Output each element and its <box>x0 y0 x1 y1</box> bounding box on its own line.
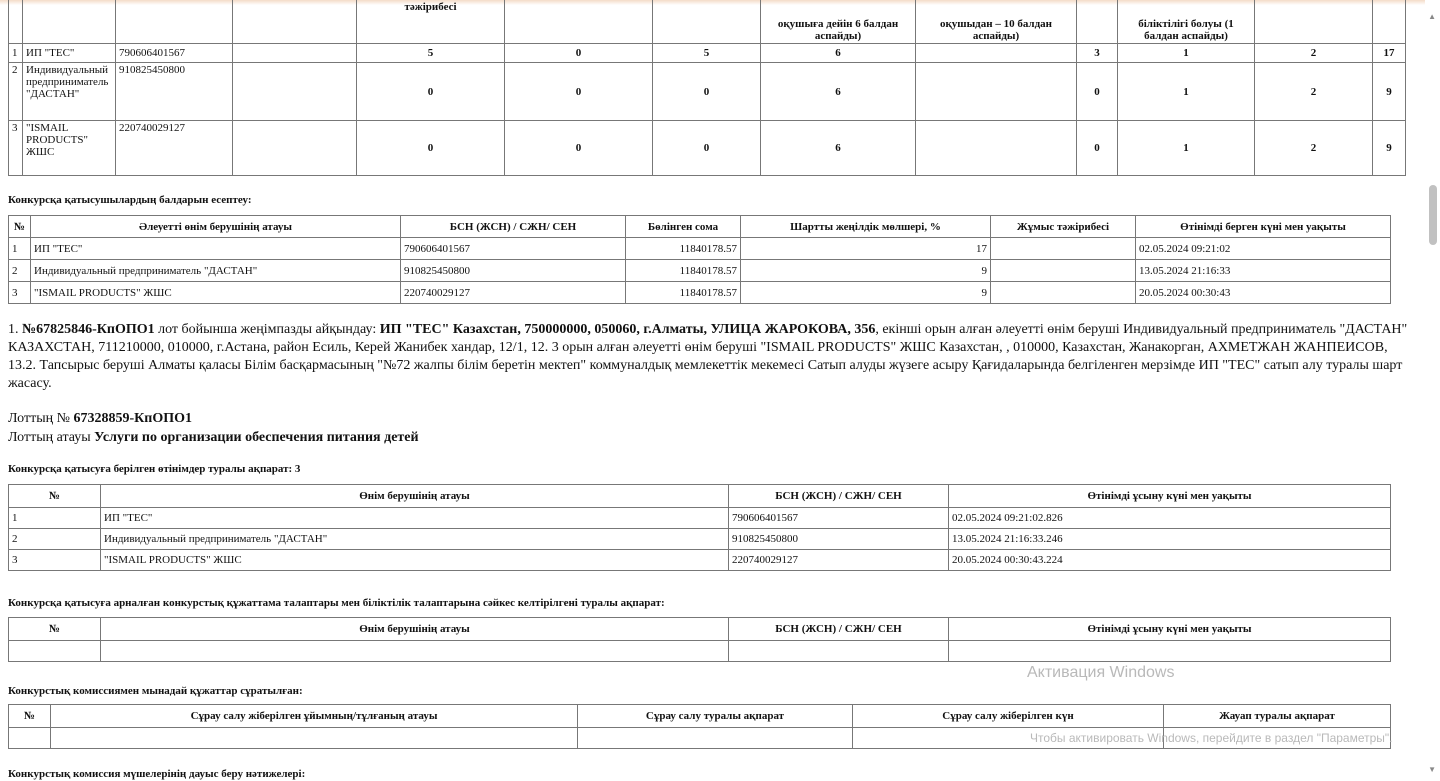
row-number: 3 <box>9 121 23 176</box>
bin: 910825450800 <box>729 529 949 550</box>
table-row <box>9 508 1391 529</box>
score-cell: 0 <box>505 63 653 121</box>
amount: 11840178.57 <box>626 260 741 282</box>
score-cell: 0 <box>653 121 761 176</box>
lot-name-line <box>8 429 419 447</box>
lot-number-label: Лоттың № <box>8 411 74 426</box>
score-cell <box>233 63 357 121</box>
table-row <box>9 641 1391 662</box>
header-cell: Өтінімді ұсыну күні мен уақыты <box>949 485 1391 508</box>
section-title: Конкурсқа қатысушылардың балдарын есептеу: <box>8 194 252 206</box>
score-cell: 6 <box>761 44 916 63</box>
score-cell <box>916 63 1077 121</box>
score-cell: 2 <box>1255 44 1373 63</box>
score-cell: 5 <box>357 44 505 63</box>
score-cell <box>916 44 1077 63</box>
table-row <box>9 44 1406 63</box>
section-title: Конкурстық комиссия мүшелерінің дауыс беру нәтижелері: <box>8 768 306 780</box>
watermark-title: Активация Windows <box>1027 664 1175 681</box>
row-number: 1 <box>9 238 31 260</box>
supplier-name: "ISMAIL PRODUCTS" ЖШС <box>23 121 116 176</box>
scores-table <box>8 215 1391 304</box>
row-number: 2 <box>9 260 31 282</box>
result-paragraph <box>8 321 1408 393</box>
header-cell: Жауап туралы ақпарат <box>1164 705 1391 728</box>
scroll-up-arrow-icon[interactable]: ▲ <box>1428 12 1436 21</box>
table-header-row <box>9 705 1391 728</box>
score-cell: 1 <box>1118 44 1255 63</box>
submitted-at: 13.05.2024 21:16:33 <box>1136 260 1391 282</box>
supplier-name: Индивидуальный предприниматель "ДАСТАН" <box>31 260 401 282</box>
row-number: 1 <box>9 508 101 529</box>
supplier-name: ИП "ТЕС" <box>101 508 729 529</box>
vertical-scrollbar[interactable] <box>1425 0 1440 781</box>
header-cell: БСН (ЖСН) / СЖН/ СЕН <box>401 216 626 238</box>
row-number: 3 <box>9 282 31 304</box>
table-header-row <box>9 618 1391 641</box>
discount: 9 <box>741 282 991 304</box>
score-cell: 1 <box>1118 63 1255 121</box>
table-row <box>9 63 1406 121</box>
score-cell: 0 <box>653 63 761 121</box>
score-cell: 6 <box>761 121 916 176</box>
header-cell: БСН (ЖСН) / СЖН/ СЕН <box>729 485 949 508</box>
header-cell: Жұмыс тәжірибесі <box>991 216 1136 238</box>
score-cell: 2 <box>1255 121 1373 176</box>
applications-table <box>8 484 1391 571</box>
submitted-at: 02.05.2024 09:21:02 <box>1136 238 1391 260</box>
total-score: 9 <box>1373 121 1406 176</box>
header-cell: № <box>9 618 101 641</box>
bin: 790606401567 <box>729 508 949 529</box>
criteria-table <box>8 0 1406 176</box>
table-row <box>9 260 1391 282</box>
result-text: лот бойынша жеңімпазды айқындау: <box>154 322 380 337</box>
header-cell: Өнім берушінің атауы <box>101 618 729 641</box>
header-cell: БСН (ЖСН) / СЖН/ СЕН <box>729 618 949 641</box>
result-prefix: 1. <box>8 322 22 337</box>
score-cell <box>233 44 357 63</box>
section-title: Конкурстық комиссиямен мынадай құжаттар сұратылған: <box>8 685 303 697</box>
header-cell: оқушыдан – 10 балдан аспайды) <box>916 0 1077 44</box>
experience <box>991 282 1136 304</box>
score-cell: 0 <box>505 44 653 63</box>
bin: 220740029127 <box>116 121 233 176</box>
header-cell: Сұрау салу жіберілген ұйымның/тұлғаның атауы <box>51 705 578 728</box>
row-number: 2 <box>9 529 101 550</box>
submitted-at: 02.05.2024 09:21:02.826 <box>949 508 1391 529</box>
bin: 220740029127 <box>729 550 949 571</box>
table-header-row <box>9 216 1391 238</box>
score-cell: 0 <box>357 121 505 176</box>
table-row <box>9 550 1391 571</box>
score-cell <box>916 121 1077 176</box>
amount: 11840178.57 <box>626 238 741 260</box>
lot-name: Услуги по организации обеспечения питания детей <box>94 430 419 445</box>
score-cell: 6 <box>761 63 916 121</box>
discount: 9 <box>741 260 991 282</box>
scroll-down-arrow-icon[interactable]: ▼ <box>1428 765 1436 774</box>
scrollbar-thumb[interactable] <box>1429 185 1437 245</box>
header-cell: № <box>9 705 51 728</box>
score-cell <box>233 121 357 176</box>
header-cell: № <box>9 216 31 238</box>
header-cell: Сұрау салу туралы ақпарат <box>578 705 853 728</box>
table-header-row <box>9 0 1406 44</box>
experience <box>991 260 1136 282</box>
table-row <box>9 282 1391 304</box>
experience <box>991 238 1136 260</box>
header-cell: Өнім берушінің атауы <box>101 485 729 508</box>
table-header-row <box>9 485 1391 508</box>
bin: 790606401567 <box>116 44 233 63</box>
header-cell: Бөлінген сома <box>626 216 741 238</box>
score-cell: 0 <box>1077 121 1118 176</box>
submitted-at: 20.05.2024 00:30:43.224 <box>949 550 1391 571</box>
lot-number: №67825846-КпОПО1 <box>22 322 155 337</box>
section-title: Конкурсқа қатысуға арналған конкурстық құжаттама талаптары мен біліктілік талаптарына сәйкес келтірілгені туралы ақпарат: <box>8 597 665 609</box>
bin: 220740029127 <box>401 282 626 304</box>
supplier-name: ИП "ТЕС" <box>23 44 116 63</box>
lot-number: 67328859-КпОПО1 <box>73 411 193 426</box>
watermark-text: Чтобы активировать Windows, перейдите в раздел "Параметры". <box>1030 731 1393 745</box>
total-score: 17 <box>1373 44 1406 63</box>
score-cell: 0 <box>357 63 505 121</box>
header-cell: Өтінімді берген күні мен уақыты <box>1136 216 1391 238</box>
header-cell: Шартты жеңілдік мөлшері, % <box>741 216 991 238</box>
bin: 790606401567 <box>401 238 626 260</box>
table-row <box>9 529 1391 550</box>
header-cell: оқушыға дейін 6 балдан аспайды) <box>761 0 916 44</box>
discount: 17 <box>741 238 991 260</box>
score-cell: 0 <box>1077 63 1118 121</box>
table-row <box>9 238 1391 260</box>
score-cell: 3 <box>1077 44 1118 63</box>
winner: ИП "ТЕС" Казахстан, 750000000, 050060, г.Алматы, УЛИЦА ЖАРОКОВА, 356 <box>379 322 876 337</box>
supplier-name: Индивидуальный предприниматель "ДАСТАН" <box>101 529 729 550</box>
supplier-name: "ISMAIL PRODUCTS" ЖШС <box>31 282 401 304</box>
supplier-name: "ISMAIL PRODUCTS" ЖШС <box>101 550 729 571</box>
lot-number-line <box>8 410 192 428</box>
header-cell: Өтінімді ұсыну күні мен уақыты <box>949 618 1391 641</box>
score-cell: 2 <box>1255 63 1373 121</box>
row-number: 1 <box>9 44 23 63</box>
header-cell: Әлеуетті өнім берушінің атауы <box>31 216 401 238</box>
score-cell: 0 <box>505 121 653 176</box>
header-cell: біліктілігі болуы (1 балдан аспайды) <box>1118 0 1255 44</box>
header-cell: Сұрау салу жіберілген күн <box>853 705 1164 728</box>
table-row <box>9 121 1406 176</box>
header-cell: № <box>9 485 101 508</box>
amount: 11840178.57 <box>626 282 741 304</box>
bin: 910825450800 <box>401 260 626 282</box>
supplier-name: Индивидуальный предприниматель "ДАСТАН" <box>23 63 116 121</box>
score-cell: 1 <box>1118 121 1255 176</box>
row-number: 3 <box>9 550 101 571</box>
submitted-at: 20.05.2024 00:30:43 <box>1136 282 1391 304</box>
header-cell: тәжірибесі <box>357 0 505 44</box>
bin: 910825450800 <box>116 63 233 121</box>
total-score: 9 <box>1373 63 1406 121</box>
section-title: Конкурсқа қатысуға берілген өтінімдер туралы ақпарат: 3 <box>8 463 301 475</box>
result-text: , екінші орын алған әлеуетті өнім беруші Индивидуальный предприниматель "ДАСТАН" КАЗАХСТАН, 711210000, 010000, г.Астана, район Есиль, Керей Жанибек хандар, 12/1, 12. 3 орын алған әлеуетті өнім беруші "ISMAIL PRODUCTS" ЖШС Казахстан, , 010000, Казахстан, Жанакорган, АХМЕТЖАН ЖАНПЕИСОВ, 13.2. Тапсырыс беруші Алматы қаласы Білім басқармасының "№72 жалпы білім беретін мектеп" коммуналдық мемлекеттік мекемесі Сатып алуды жүзеге асыру Қағидаларында белгіленген мерзімде ИП "ТЕС" сатып алу туралы шарт жасасу. <box>8 322 1408 391</box>
submitted-at: 13.05.2024 21:16:33.246 <box>949 529 1391 550</box>
supplier-name: ИП "ТЕС" <box>31 238 401 260</box>
score-cell: 5 <box>653 44 761 63</box>
lot-name-label: Лоттың атауы <box>8 430 95 445</box>
compliance-table <box>8 617 1391 662</box>
row-number: 2 <box>9 63 23 121</box>
